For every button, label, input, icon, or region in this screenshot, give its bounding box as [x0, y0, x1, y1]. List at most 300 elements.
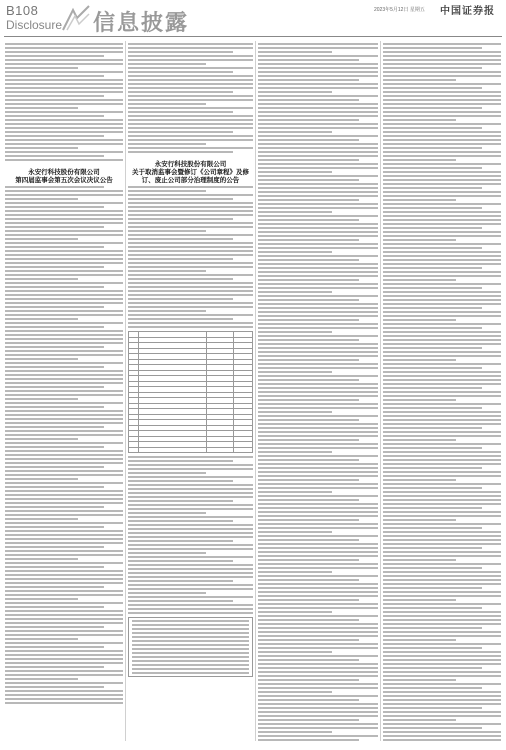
- text-line: [258, 307, 378, 309]
- text-line: [258, 723, 378, 725]
- text-line: [5, 438, 78, 440]
- text-line: [5, 159, 123, 161]
- text-line: [258, 735, 378, 737]
- text-line: [5, 418, 123, 420]
- text-line: [383, 539, 501, 541]
- text-line: [258, 543, 378, 545]
- text-line: [5, 594, 123, 596]
- text-line: [258, 619, 359, 621]
- text-line: [383, 87, 482, 89]
- text-line: [383, 359, 456, 361]
- text-line: [258, 243, 378, 245]
- text-line: [128, 504, 253, 506]
- text-line: [5, 642, 123, 644]
- text-line: [5, 290, 123, 292]
- text-line: [383, 175, 501, 177]
- text-line: [383, 223, 501, 225]
- text-line: [258, 443, 378, 445]
- text-line: [5, 390, 123, 392]
- text-line: [5, 230, 123, 232]
- text-line: [258, 647, 378, 649]
- text-line: [258, 711, 378, 713]
- text-line: [383, 707, 482, 709]
- text-line: [383, 47, 482, 49]
- text-line: [5, 298, 123, 300]
- text-line: [128, 516, 253, 518]
- text-line: [5, 486, 104, 488]
- text-line: [258, 83, 378, 85]
- text-line: [383, 623, 501, 625]
- text-line: [128, 588, 253, 590]
- text-line: [383, 235, 501, 237]
- text-line: [383, 127, 482, 129]
- text-line: [128, 584, 253, 586]
- text-line: [5, 538, 123, 540]
- text-line: [5, 542, 123, 544]
- column-1: [5, 41, 123, 741]
- text-line: [383, 507, 482, 509]
- text-line: [258, 283, 378, 285]
- text-line: [128, 572, 253, 574]
- text-line: [128, 576, 253, 578]
- text-line: [383, 619, 501, 621]
- text-line: [258, 227, 378, 229]
- text-line: [383, 347, 482, 349]
- text-line: [128, 326, 253, 328]
- text-line: [132, 660, 249, 662]
- text-line: [383, 103, 501, 105]
- text-line: [383, 151, 501, 153]
- text-line: [5, 482, 123, 484]
- text-line: [5, 198, 78, 200]
- text-line: [5, 266, 104, 268]
- text-line: [5, 314, 123, 316]
- text-line: [258, 87, 378, 89]
- text-line: [5, 394, 123, 396]
- text-line: [383, 299, 501, 301]
- column-divider: [125, 41, 126, 741]
- text-line: [128, 492, 253, 494]
- text-line: [5, 43, 123, 45]
- text-line: [258, 515, 378, 517]
- text-line: [5, 254, 123, 256]
- text-line: [383, 79, 456, 81]
- text-line: [5, 550, 123, 552]
- text-line: [383, 399, 456, 401]
- text-line: [258, 587, 378, 589]
- text-line: [128, 536, 253, 538]
- text-line: [132, 628, 249, 630]
- newspaper-name: 中国证券报: [440, 6, 495, 17]
- text-line: [383, 375, 501, 377]
- text-line: [5, 674, 123, 676]
- text-line: [5, 462, 123, 464]
- text-line: [128, 135, 253, 137]
- text-line: [258, 179, 359, 181]
- text-line: [258, 327, 378, 329]
- text-line: [383, 691, 501, 693]
- text-line: [128, 67, 253, 69]
- text-line: [258, 183, 378, 185]
- text-line: [383, 323, 501, 325]
- text-line: [258, 259, 359, 261]
- text-line: [128, 190, 206, 192]
- text-line: [5, 127, 123, 129]
- text-line: [5, 103, 123, 105]
- text-line: [383, 543, 501, 545]
- text-line: [128, 123, 253, 125]
- text-line: [383, 135, 501, 137]
- text-line: [258, 171, 332, 173]
- text-line: [383, 255, 501, 257]
- text-line: [383, 411, 501, 413]
- text-line: [383, 547, 482, 549]
- text-line: [258, 115, 378, 117]
- text-line: [383, 643, 501, 645]
- text-line: [5, 414, 123, 416]
- text-line: [5, 190, 123, 192]
- text-line: [258, 627, 378, 629]
- text-line: [258, 47, 378, 49]
- text-line: [5, 686, 104, 688]
- text-line: [258, 719, 359, 721]
- text-line: [383, 351, 501, 353]
- text-line: [383, 211, 501, 213]
- page-header: [0, 0, 506, 38]
- text-line: [5, 386, 104, 388]
- text-line: [128, 214, 253, 216]
- text-line: [383, 647, 482, 649]
- text-line: [5, 194, 123, 196]
- text-line: [128, 127, 253, 129]
- text-line: [5, 566, 104, 568]
- text-line: [258, 139, 359, 141]
- text-line: [258, 51, 332, 53]
- text-line: [258, 99, 359, 101]
- text-line: [383, 147, 482, 149]
- text-line: [258, 459, 359, 461]
- text-line: [383, 259, 501, 261]
- text-line: [132, 648, 249, 650]
- text-line: [383, 291, 501, 293]
- text-line: [128, 488, 253, 490]
- text-line: [128, 198, 233, 200]
- text-line: [258, 299, 359, 301]
- text-line: [5, 434, 123, 436]
- text-line: [258, 343, 378, 345]
- text-line: [132, 640, 249, 642]
- text-line: [258, 279, 359, 281]
- text-line: [258, 599, 359, 601]
- text-line: [5, 586, 104, 588]
- text-line: [128, 552, 206, 554]
- text-line: [258, 479, 359, 481]
- text-line: [383, 415, 501, 417]
- text-line: [128, 608, 253, 610]
- text-line: [128, 528, 253, 530]
- text-line: [258, 655, 378, 657]
- text-line: [128, 520, 233, 522]
- text-line: [258, 551, 378, 553]
- text-line: [258, 287, 378, 289]
- text-line: [5, 526, 104, 528]
- text-line: [258, 167, 378, 169]
- text-line: [258, 315, 378, 317]
- text-line: [258, 123, 378, 125]
- text-line: [258, 403, 378, 405]
- text-line: [128, 131, 233, 133]
- text-line: [258, 611, 332, 613]
- text-line: [128, 194, 253, 196]
- text-line: [128, 270, 206, 272]
- text-line: [258, 399, 359, 401]
- text-line: [383, 59, 501, 61]
- text-line: [383, 295, 501, 297]
- text-line: [258, 231, 378, 233]
- text-line: [258, 691, 332, 693]
- text-line: [5, 494, 123, 496]
- text-line: [5, 270, 123, 272]
- text-line: [383, 371, 501, 373]
- text-line: [5, 362, 123, 364]
- text-line: [5, 91, 123, 93]
- text-line: [5, 510, 123, 512]
- text-line: [128, 302, 253, 304]
- text-line: [128, 278, 233, 280]
- text-line: [383, 675, 501, 677]
- text-line: [128, 202, 253, 204]
- text-line: [258, 147, 378, 149]
- text-line: [132, 672, 249, 674]
- text-line: [383, 275, 501, 277]
- text-line: [383, 195, 501, 197]
- text-line: [5, 582, 123, 584]
- text-line: [5, 646, 104, 648]
- text-line: [383, 607, 482, 609]
- text-line: [383, 139, 501, 141]
- text-line: [258, 667, 378, 669]
- text-line: [258, 203, 378, 205]
- text-line: [128, 476, 253, 478]
- text-line: [383, 463, 501, 465]
- text-line: [5, 107, 78, 109]
- text-line: [258, 623, 378, 625]
- text-line: [258, 151, 378, 153]
- text-line: [128, 484, 253, 486]
- text-line: [383, 303, 501, 305]
- text-line: [5, 338, 123, 340]
- text-line: [128, 560, 233, 562]
- text-line: [383, 459, 501, 461]
- text-line: [383, 555, 501, 557]
- text-line: [383, 687, 482, 689]
- text-line: [383, 163, 501, 165]
- text-line: [383, 119, 456, 121]
- text-line: [383, 167, 482, 169]
- text-line: [383, 523, 501, 525]
- text-line: [5, 562, 123, 564]
- text-line: [5, 370, 123, 372]
- text-line: [258, 119, 359, 121]
- text-line: [5, 506, 104, 508]
- column-3: [258, 41, 378, 741]
- text-line: [5, 119, 123, 121]
- text-line: [128, 250, 253, 252]
- text-line: [128, 496, 253, 498]
- text-line: [383, 363, 501, 365]
- text-line: [383, 631, 501, 633]
- text-line: [258, 715, 378, 717]
- text-line: [258, 707, 378, 709]
- text-line: [383, 651, 501, 653]
- text-line: [258, 295, 378, 297]
- column-4: [383, 41, 501, 741]
- text-line: [258, 79, 359, 81]
- text-line: [383, 727, 482, 729]
- text-line: [383, 71, 501, 73]
- text-line: [128, 464, 253, 466]
- text-line: [383, 659, 501, 661]
- text-line: [5, 202, 123, 204]
- text-line: [5, 139, 123, 141]
- text-line: [5, 574, 123, 576]
- text-line: [258, 383, 378, 385]
- text-line: [383, 131, 501, 133]
- text-line: [5, 670, 123, 672]
- text-line: [383, 339, 501, 341]
- text-line: [258, 635, 378, 637]
- text-line: [383, 559, 456, 561]
- text-line: [383, 95, 501, 97]
- text-line: [383, 683, 501, 685]
- text-line: [258, 447, 378, 449]
- text-line: [258, 95, 378, 97]
- text-line: [5, 610, 123, 612]
- text-line: [5, 382, 123, 384]
- text-line: [5, 530, 123, 532]
- text-line: [383, 655, 501, 657]
- text-line: [128, 230, 206, 232]
- text-line: [383, 515, 501, 517]
- text-line: [383, 699, 501, 701]
- text-line: [5, 222, 123, 224]
- text-line: [128, 524, 253, 526]
- text-line: [383, 315, 501, 317]
- text-line: [258, 475, 378, 477]
- text-line: [5, 83, 123, 85]
- text-line: [383, 711, 501, 713]
- text-line: [5, 278, 78, 280]
- text-line: [128, 512, 206, 514]
- comparison-table: [128, 617, 253, 677]
- text-line: [5, 662, 123, 664]
- text-line: [258, 559, 359, 561]
- text-line: [383, 723, 501, 725]
- text-line: [258, 59, 359, 61]
- text-line: [258, 395, 378, 397]
- text-line: [258, 415, 378, 417]
- text-line: [258, 63, 378, 65]
- text-line: [383, 387, 482, 389]
- text-line: [128, 472, 206, 474]
- text-line: [5, 546, 104, 548]
- text-line: [258, 135, 378, 137]
- text-line: [258, 427, 378, 429]
- text-line: [258, 111, 378, 113]
- text-line: [128, 274, 253, 276]
- text-line: [5, 238, 78, 240]
- text-line: [5, 250, 123, 252]
- text-line: [383, 191, 501, 193]
- text-line: [5, 226, 104, 228]
- text-line: [5, 135, 104, 137]
- text-line: [5, 478, 78, 480]
- text-line: [383, 215, 501, 217]
- text-line: [128, 222, 253, 224]
- text-line: [128, 210, 253, 212]
- text-line: [5, 402, 123, 404]
- text-line: [128, 83, 253, 85]
- text-line: [5, 454, 123, 456]
- text-line: [5, 350, 123, 352]
- text-line: [383, 287, 482, 289]
- text-line: [128, 111, 233, 113]
- text-line: [258, 411, 332, 413]
- text-line: [383, 695, 501, 697]
- text-line: [128, 115, 253, 117]
- text-line: [128, 540, 233, 542]
- text-line: [383, 455, 501, 457]
- text-line: [258, 575, 378, 577]
- text-line: [258, 439, 359, 441]
- text-line: [258, 435, 378, 437]
- issue-date: 2023年5月12日 星期五: [374, 7, 425, 13]
- text-line: [5, 702, 123, 704]
- text-line: [258, 339, 359, 341]
- text-line: [128, 262, 253, 264]
- text-line: [383, 499, 501, 501]
- text-line: [383, 219, 501, 221]
- text-line: [128, 282, 253, 284]
- text-line: [258, 55, 378, 57]
- text-line: [258, 699, 359, 701]
- text-line: [258, 671, 378, 673]
- text-line: [383, 475, 501, 477]
- text-line: [5, 490, 123, 492]
- text-line: [258, 503, 378, 505]
- text-line: [258, 483, 378, 485]
- text-line: [5, 186, 104, 188]
- text-line: [383, 283, 501, 285]
- text-line: [383, 615, 501, 617]
- text-line: [258, 495, 378, 497]
- text-line: [258, 351, 378, 353]
- text-line: [383, 227, 482, 229]
- text-line: [5, 626, 104, 628]
- text-line: [258, 43, 378, 45]
- text-line: [383, 731, 501, 733]
- text-line: [5, 606, 104, 608]
- text-line: [5, 59, 123, 61]
- text-line: [5, 554, 123, 556]
- text-line: [5, 210, 123, 212]
- text-line: [383, 447, 482, 449]
- text-line: [383, 171, 501, 173]
- text-line: [128, 103, 206, 105]
- text-line: [132, 620, 249, 622]
- text-line: [383, 667, 482, 669]
- text-line: [383, 603, 501, 605]
